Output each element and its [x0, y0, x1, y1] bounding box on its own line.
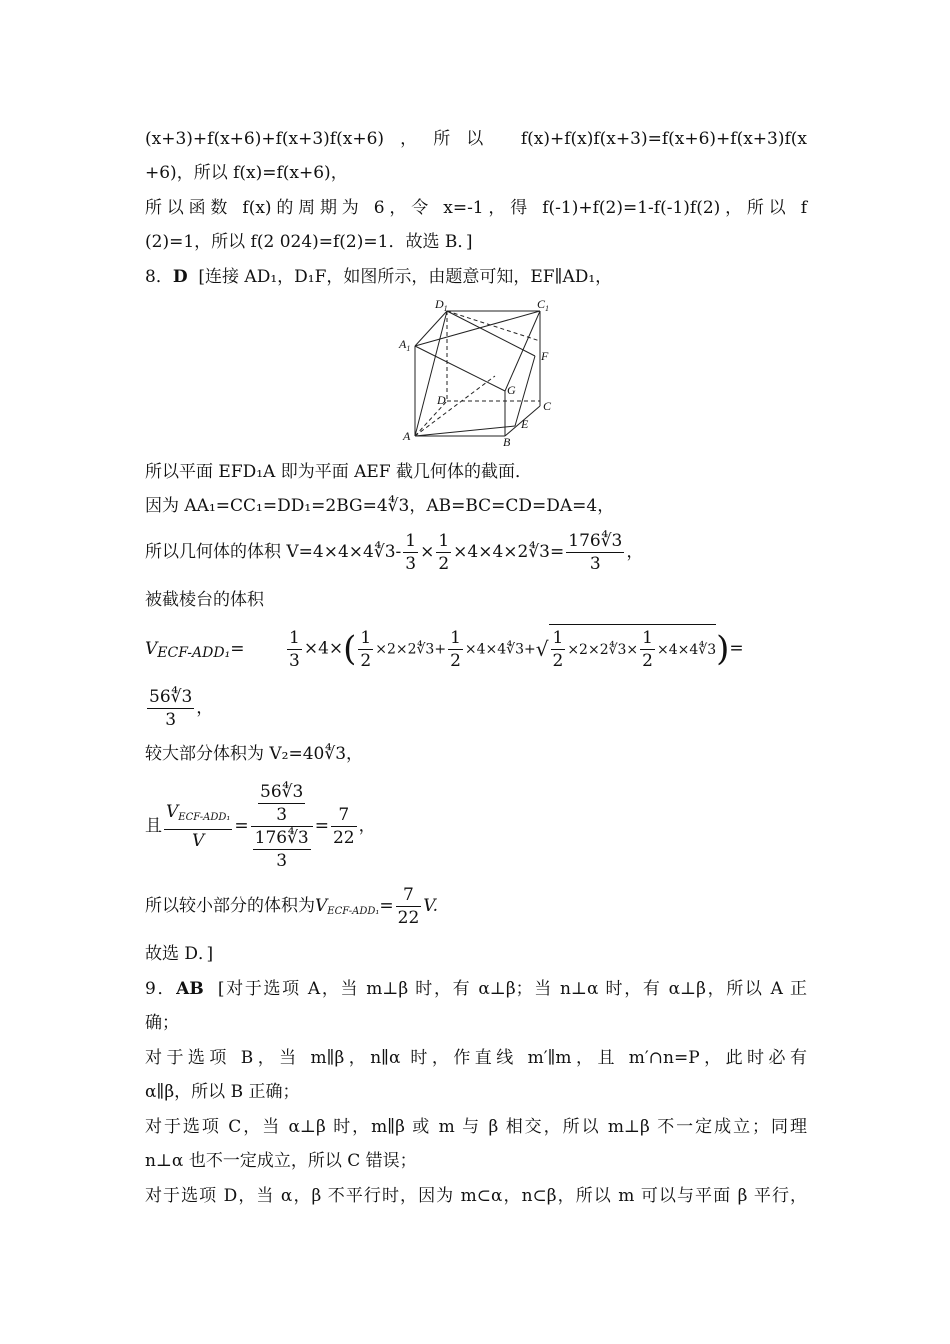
question-9-line-5: 对于选项 C，当 α⊥β 时，m∥β 或 m 与 β 相交，所以 m⊥β 不一定成立；同理 — [145, 1117, 807, 1137]
fraction-176-third: $\frac{176∜3}{3}$ — [568, 531, 623, 574]
hidden-line-2 — [447, 311, 540, 341]
text-line-2: +6)，所以 f(x)=f(x+6)， — [145, 163, 348, 183]
label-C1: $C_1$ — [537, 297, 550, 313]
fraction-one-third: $\frac{1}{3}$ — [405, 531, 417, 574]
text-frustum-formula: $V_{ECF-ADD_1}=$ $\frac{1}{3}$ ×4×( $\frac{1}{2}$ ×2×2∜3+ $\frac{1}{2}$ ×4×4∜3+√ $\frac{1}{2}$ ×2×2∜3× $\frac{1}{2}$ ×4×4∜3)= — [145, 624, 807, 677]
answer-letter: D — [172, 267, 188, 287]
section-FE — [515, 356, 535, 426]
volume-text-b: × — [420, 542, 435, 562]
answer-letter: AB — [176, 979, 204, 999]
label-A: A — [403, 429, 411, 443]
sqrt-radicand: $\frac{1}{2}$ ×2×2∜3× $\frac{1}{2}$ ×4×4∜3 — [549, 624, 717, 674]
text-lengths: 因为 AA₁=CC₁=DD₁=2BG=4∜3，AB=BC=CD=DA=4， — [145, 496, 615, 516]
question-9-line-1: 9．AB [对于选项 A，当 m⊥β 时，有 α⊥β；当 n⊥α 时，有 α⊥β，所以 A 正 — [145, 979, 807, 999]
label-E: E — [521, 417, 529, 431]
question-9-line-4: α∥β，所以 B 正确； — [145, 1082, 300, 1102]
text-line-1: (x+3)+f(x+6)+f(x+3)f(x+6)，所以 f(x)+f(x)f(x+3)=f(x+6)+f(x+3)f(x — [145, 129, 807, 149]
fraction-56-third: $\frac{56∜3}{3}$ — [149, 687, 193, 730]
volume-text-a: 所以几何体的体积 V=4×4×4∜3- — [145, 542, 402, 562]
label-C: C — [543, 399, 552, 413]
text-line-4: (2)=1，所以 f(2 024)=f(2)=1．故选 B．] — [145, 232, 473, 252]
text-ratio: 且 $\frac{V_{ECF-ADD_1}}{V}$ = $\frac{\frac{56∜3}{3}}{\frac{176∜3}{3}}$ = $\frac{7}{22}$ ， — [145, 782, 376, 871]
label-G: G — [507, 383, 516, 397]
question-number: 9． — [145, 979, 177, 999]
label-D: D — [437, 393, 446, 407]
text-frustum-result: $\frac{56∜3}{3}$ ， — [149, 687, 214, 730]
text-total-volume — [145, 528, 643, 576]
question-9-line-7: 对于选项 D，当 α，β 不平行时，因为 m⊂α，n⊂β，所以 m 可以与平面 β 平行， — [145, 1186, 807, 1206]
question-9-line-6: n⊥α 也不一定成立，所以 C 错误； — [145, 1151, 417, 1171]
question-number: 8． — [145, 267, 173, 287]
label-A1: $A_1$ — [399, 337, 411, 353]
label-D1: $D_1$ — [435, 297, 448, 313]
text-section-plane: 所以平面 EFD₁A 即为平面 AEF 截几何体的截面． — [145, 462, 533, 482]
edge-A1C1 — [415, 311, 540, 346]
label-B: B — [503, 435, 511, 446]
edge-GC1 — [505, 311, 540, 391]
fraction-one-third-b: $\frac{1}{3}$ — [289, 627, 300, 671]
question-9-line-2: 确； — [145, 1013, 179, 1033]
text-choose-d: 故选 D．] — [145, 944, 214, 964]
volume-text-c: ×4×4×2∜3= — [453, 542, 565, 562]
section-AD1 — [415, 311, 447, 436]
hidden-line-1 — [415, 376, 495, 436]
text-frustum-intro: 被截棱台的体积 — [145, 590, 264, 610]
question-8-intro: [连接 AD₁，D₁F，如图所示，由题意可知，EF∥AD₁， — [198, 267, 613, 287]
section-AE — [415, 426, 515, 436]
text-line-3: 所以函数 f(x)的周期为 6，令 x=-1，得 f(-1)+f(2)=1-f(-1)f(2)，所以 f — [145, 198, 807, 218]
text-larger-volume: 较大部分体积为 V₂=40∜3， — [145, 744, 364, 764]
label-F: F — [541, 349, 549, 363]
fraction-volume-ratio: $\frac{V_{ECF-ADD_1}}{V}$ — [166, 802, 231, 851]
fraction-compound: $\frac{\frac{56∜3}{3}}{\frac{176∜3}{3}}$ — [251, 781, 313, 872]
question-9-line-3: 对于选项 B，当 m∥β，n∥α 时，作直线 m′∥m，且 m′∩n=P，此时必有 — [145, 1048, 807, 1068]
question-8-header — [145, 265, 612, 289]
fraction-7-22: $\frac{7}{22}$ — [332, 805, 355, 848]
prism-figure — [395, 296, 555, 446]
frustum-lhs: $V_{ECF-ADD_1}=$ — [145, 638, 245, 661]
fraction-one-half: $\frac{1}{2}$ — [438, 531, 450, 574]
volume-text-d: ， — [626, 542, 644, 562]
text-smaller-volume: 所以较小部分的体积为$V_{ECF-ADD_1}=$ $\frac{7}{22}$ V. — [145, 885, 438, 928]
